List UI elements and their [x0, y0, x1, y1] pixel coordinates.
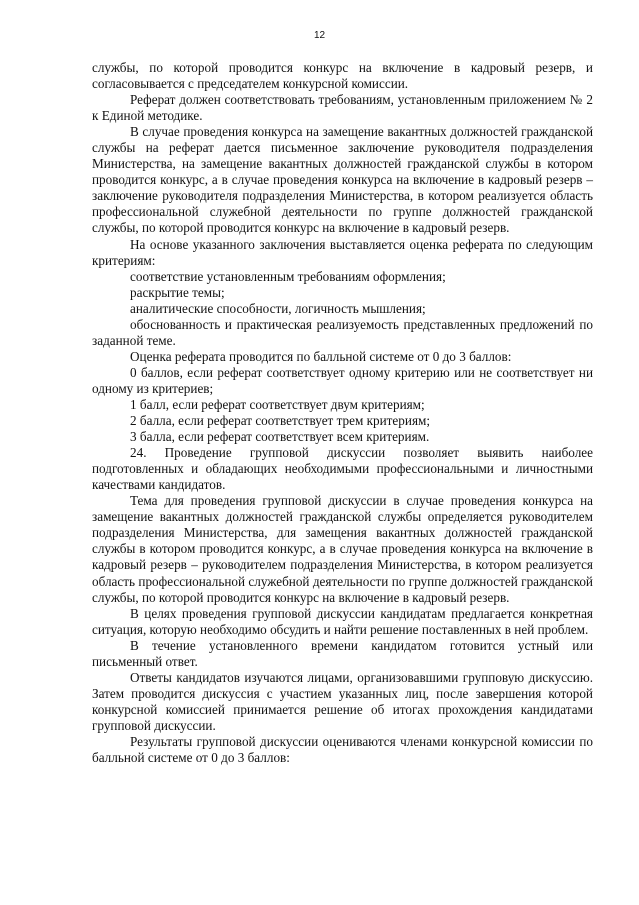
paragraph: На основе указанного заключения выставляется оценка реферата по следующим критериям:	[92, 236, 593, 268]
page-number: 12	[313, 30, 326, 41]
paragraph: В целях проведения групповой дискуссии кандидатам предлагается конкретная ситуация, которую необходимо обсудить и найти решение поставленных в ней проблем.	[92, 605, 593, 637]
paragraph: В течение установленного времени кандидатом готовится устный или письменный ответ.	[92, 637, 593, 669]
paragraph: службы, по которой проводится конкурс на включение в кадровый резерв, и согласовывается с председателем конкурсной комиссии.	[92, 60, 593, 92]
criteria-item: аналитические способности, логичность мышления;	[130, 300, 426, 316]
paragraph: Оценка реферата проводится по балльной системе от 0 до 3 баллов:	[130, 348, 512, 364]
score-item: 3 балла, если реферат соответствует всем критериям.	[130, 429, 430, 445]
paragraph: Результаты групповой дискуссии оцениваются членами конкурсной комиссии по балльной системе от 0 до 3 баллов:	[92, 733, 593, 766]
paragraph: Тема для проведения групповой дискуссии в случае проведения конкурса на замещение вакантных должностей гражданской службы определяется руководителем подразделения Министерства, для замещения вакантных должностей гражданской службы в котором проводится конкурс, а в случае проведения конкурса на включение в кадровый резерв – руководителем подразделения Министерства, в котором реализуется область профессиональной служебной деятельности по группе должностей гражданской службы, по которой проводится конкурс на включение в кадровый резерв.	[92, 493, 593, 605]
score-item: 2 балла, если реферат соответствует трем критериям;	[130, 413, 431, 429]
paragraph: Ответы кандидатов изучаются лицами, организовавшими групповую дискуссию. Затем проводится дискуссия с участием указанных лиц, после завершения которой конкурсной комиссией принимается решение об итогах прохождения кандидатами групповой дискуссии.	[92, 669, 593, 733]
paragraph: 24. Проведение групповой дискуссии позволяет выявить наиболее подготовленных и обладающих необходимыми профессиональными и личностными качествами кандидатов.	[92, 445, 593, 493]
document-body	[92, 60, 593, 766]
criteria-item: раскрытие темы;	[130, 284, 225, 300]
score-item: 1 балл, если реферат соответствует двум критериям;	[130, 396, 425, 412]
criteria-item: соответствие установленным требованиям оформления;	[130, 268, 446, 284]
paragraph: Реферат должен соответствовать требованиям, установленным приложением № 2 к Единой методике.	[92, 92, 593, 124]
criteria-item: обоснованность и практическая реализуемость представленных предложений по заданной теме.	[92, 316, 593, 348]
score-item: 0 баллов, если реферат соответствует одному критерию или не соответствует ни одному из критериев;	[92, 364, 593, 396]
paragraph: В случае проведения конкурса на замещение вакантных должностей гражданской службы на реферат дается письменное заключение руководителя подразделения Министерства, на замещение вакантных должностей гражданской службы в котором проводится конкурс, а в случае проведения конкурса на включение в кадровый резерв – заключение руководителя подразделения Министерства, в котором реализуется область профессиональной служебной деятельности по группе должностей гражданской службы, по которой проводится конкурс на включение в кадровый резерв.	[92, 124, 593, 236]
